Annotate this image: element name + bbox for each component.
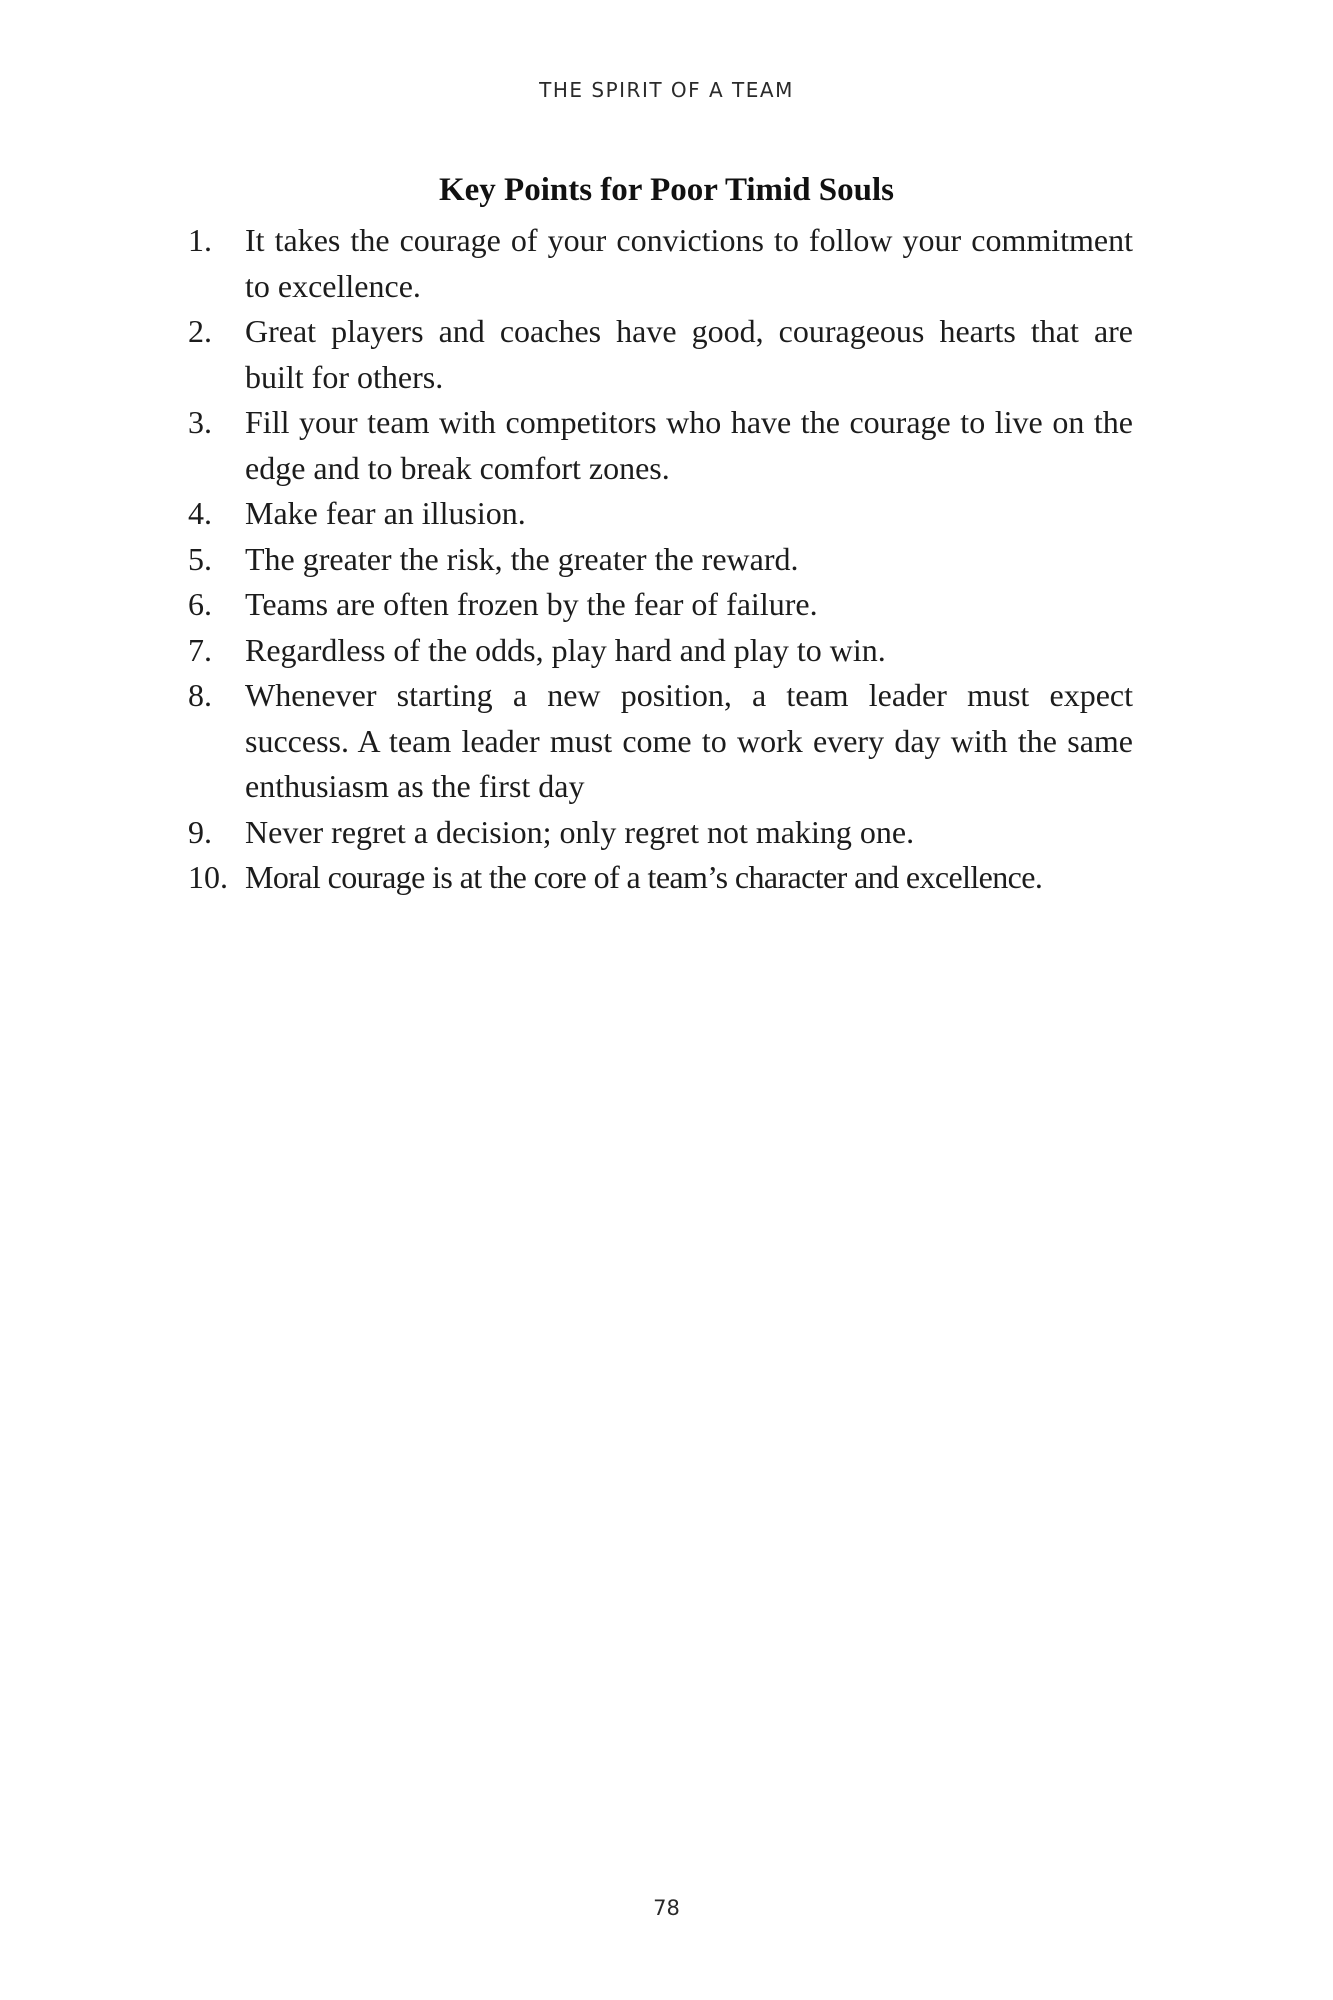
list-item-text: Whenever starting a new position, a team leader must expect success. A team leader must come to work every day with the same enthusiasm as the first day xyxy=(245,677,1133,804)
list-item-number: 5. xyxy=(188,540,212,577)
list-item-number: 8. xyxy=(188,677,212,713)
list-item-text: Fill your team with competitors who have the courage to live on the edge and to break comfort zones. xyxy=(245,404,1133,486)
list-item-number: 2. xyxy=(188,313,212,349)
list-item-text: Never regret a decision; only regret not making one. xyxy=(245,813,915,850)
list-item-text: The greater the risk, the greater the reward. xyxy=(245,540,799,577)
list-item xyxy=(188,218,1133,309)
list-item-number: 9. xyxy=(188,813,212,850)
list-item xyxy=(188,537,1133,583)
section-title: Key Points for Poor Timid Souls xyxy=(438,172,895,208)
list-item xyxy=(188,628,1133,674)
list-item-number: 7. xyxy=(188,631,212,668)
list-item-text: Regardless of the odds, play hard and play to win. xyxy=(245,631,886,668)
list-item-number: 4. xyxy=(188,495,212,531)
list-item xyxy=(188,400,1133,491)
list-item-number: 10. xyxy=(188,859,228,895)
list-item-text: Great players and coaches have good, courageous hearts that are built for others. xyxy=(245,313,1133,395)
list-item-text: Moral courage is at the core of a team’s character and excellence. xyxy=(245,859,1043,895)
list-item-text: Make fear an illusion. xyxy=(245,495,526,531)
list-item-number: 1. xyxy=(188,222,212,258)
key-points-list xyxy=(188,218,1133,901)
list-item-number: 3. xyxy=(188,404,212,440)
list-item-text: Teams are often frozen by the fear of failure. xyxy=(245,586,818,622)
list-item xyxy=(188,491,1133,537)
list-item xyxy=(188,810,1133,856)
running-head: THE SPIRIT OF A TEAM xyxy=(539,78,794,102)
list-item xyxy=(188,309,1133,400)
page-number: 78 xyxy=(653,1896,680,1920)
list-item-text: It takes the courage of your convictions to follow your commitment to excellence. xyxy=(245,222,1133,304)
list-item-number: 6. xyxy=(188,586,212,622)
list-item xyxy=(188,582,1133,628)
list-item xyxy=(188,673,1133,810)
list-item xyxy=(188,855,1133,901)
